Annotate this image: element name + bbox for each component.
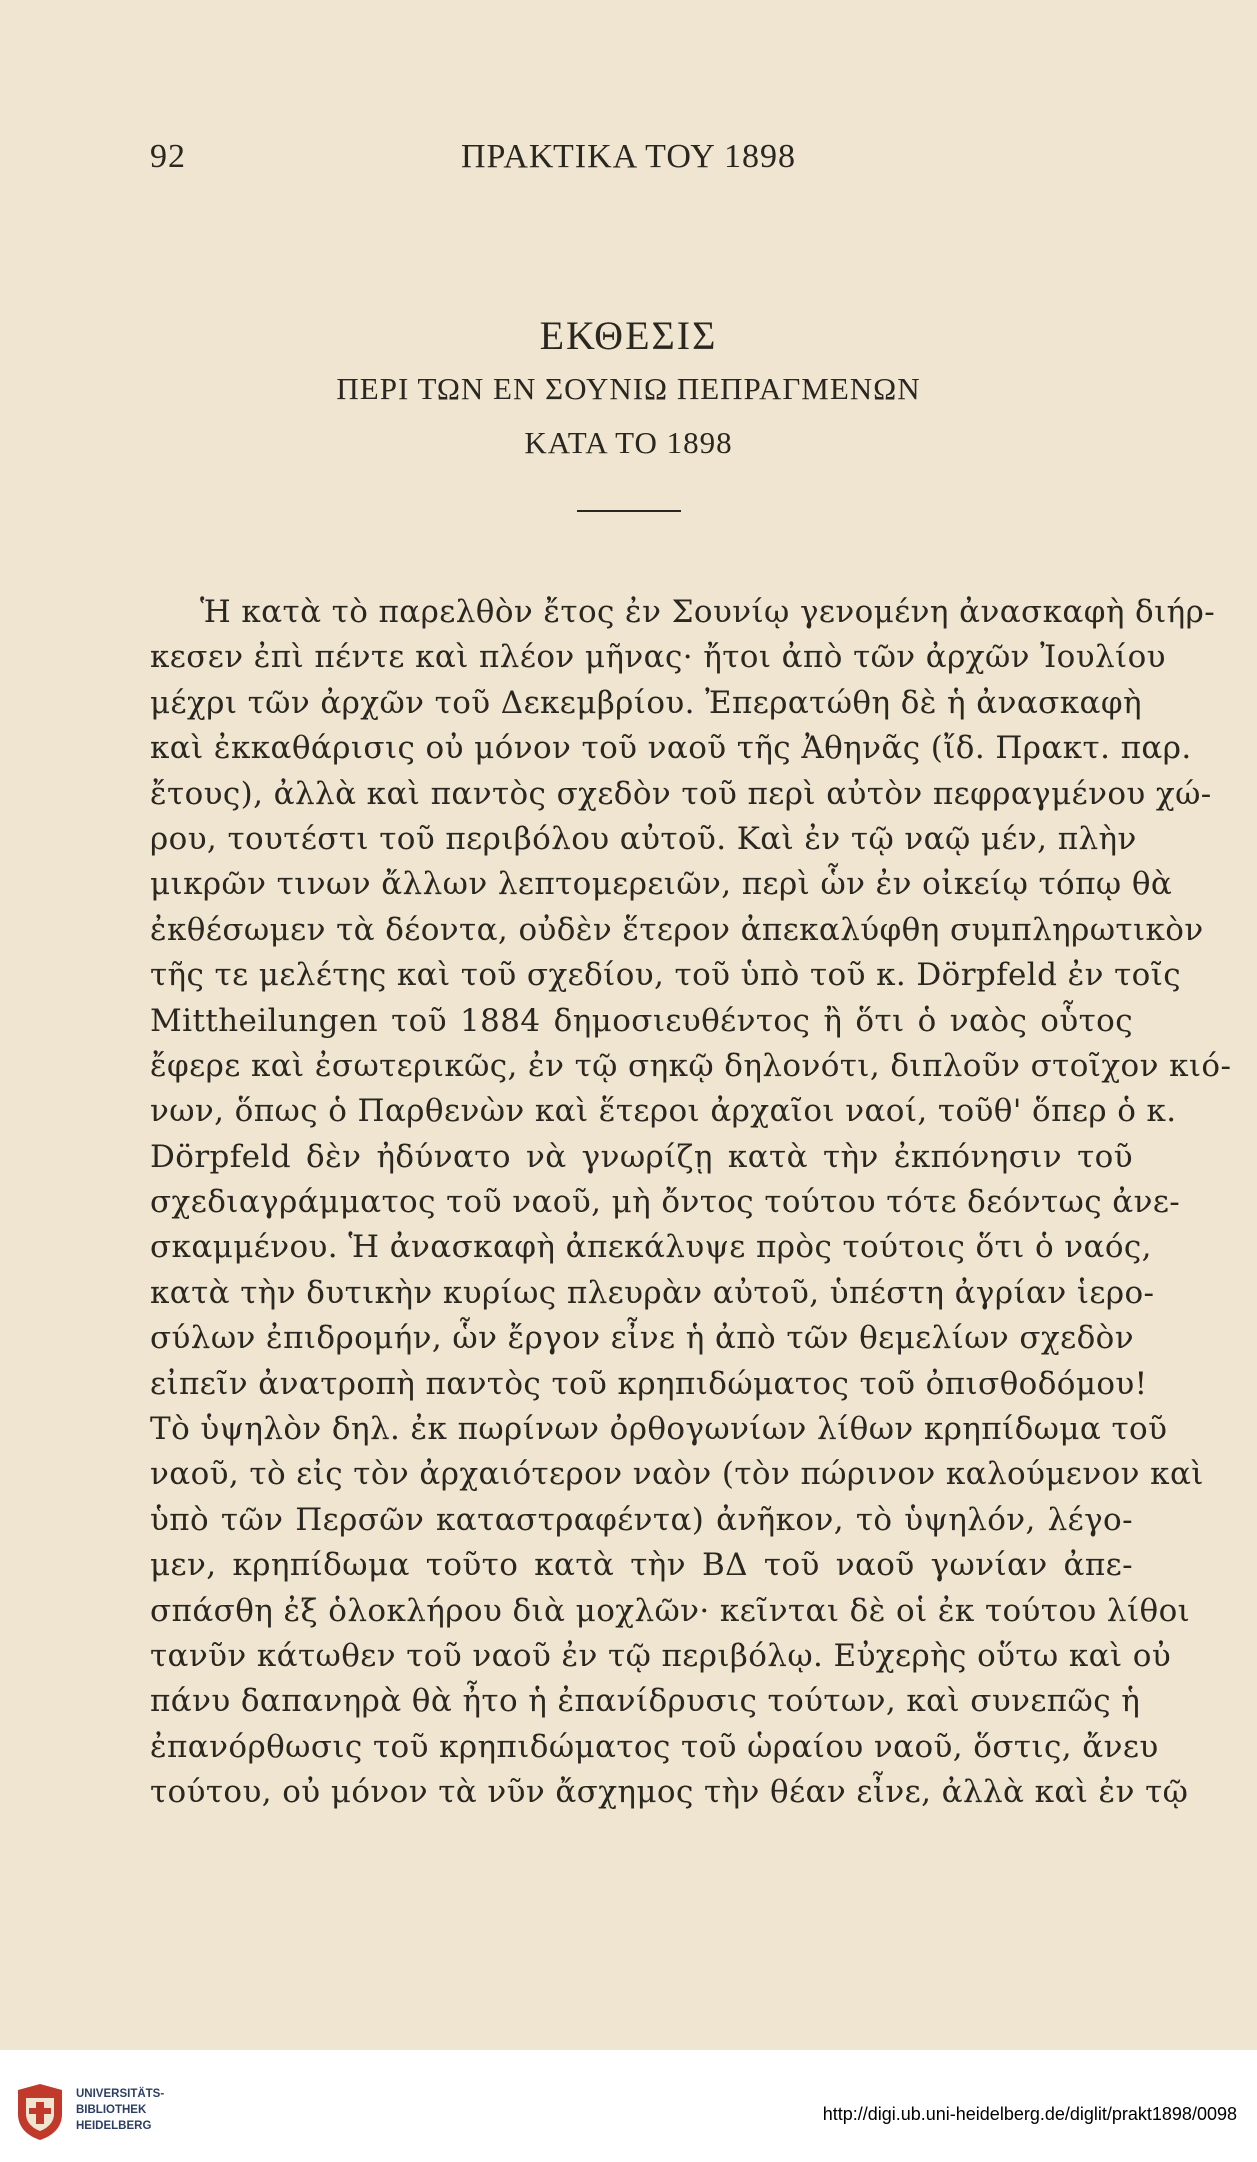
- logo-line: UNIVERSITÄTS-: [76, 2088, 165, 2100]
- text-line: σπάσθη ἐξ ὁλοκλήρου διὰ μοχλῶν· κεῖνται δὲ οἱ ἐκ τούτου λίθοι: [150, 1592, 1191, 1629]
- text-line: τανῦν κάτωθεν τοῦ ναοῦ ἐν τῷ περιβόλῳ. Εὐχερὴς οὕτω καὶ οὐ: [150, 1637, 1172, 1674]
- body-text: [150, 590, 1232, 1816]
- text-line: ἐπανόρθωσις τοῦ κρηπιδώματος τοῦ ὡραίου ναοῦ, ὅστις, ἄνευ: [150, 1728, 1159, 1765]
- journal-title: ΠΡΑΚΤΙΚΑ ΤΟΥ 1898: [460, 138, 796, 175]
- text-line: μεν, κρηπίδωμα τοῦτο κατὰ τὴν ΒΔ τοῦ ναοῦ γωνίαν ἀπε-: [150, 1547, 1133, 1584]
- article-subtitle-line-2: ΚΑΤΑ ΤΟ 1898: [524, 425, 733, 460]
- university-seal-icon: [14, 2084, 66, 2140]
- text-line: κατὰ τὴν δυτικὴν κυρίως πλευρὰν αὐτοῦ, ὑπέστη ἀγρίαν ἱερο-: [150, 1274, 1155, 1311]
- text-line: ἔφερε καὶ ἐσωτερικῶς, ἐν τῷ σηκῷ δηλονότι, διπλοῦν στοῖχον κιό-: [150, 1047, 1232, 1084]
- text-line: Τὸ ὑψηλὸν δηλ. ἐκ πωρίνων ὀρθογωνίων λίθων κρηπίδωμα τοῦ: [150, 1411, 1168, 1448]
- logo-line: HEIDELBERG: [76, 2120, 152, 2132]
- text-line: μέχρι τῶν ἀρχῶν τοῦ Δεκεμβρίου. Ἐπερατώθη δὲ ἡ ἀνασκαφὴ: [150, 684, 1142, 721]
- text-line: ὑπὸ τῶν Περσῶν καταστραφέντα) ἀνῆκον, τὸ ὑψηλόν, λέγο-: [150, 1501, 1133, 1538]
- text-line: ναοῦ, τὸ εἰς τὸν ἀρχαιότερον ναὸν (τὸν πώρινον καλούμενον καὶ: [150, 1456, 1204, 1493]
- text-line: ἔτους), ἀλλὰ καὶ παντὸς σχεδὸν τοῦ περὶ αὐτὸν πεφραγμένου χώ-: [150, 775, 1212, 812]
- text-line: πάνυ δαπανηρὰ θὰ ἦτο ἡ ἐπανίδρυσις τούτων, καὶ συνεπῶς ἡ: [150, 1683, 1141, 1720]
- text-line: καὶ ἐκκαθάρισις οὐ μόνον τοῦ ναοῦ τῆς Ἀθηνᾶς (ἴδ. Πρακτ. παρ.: [150, 730, 1192, 767]
- text-line: νων, ὅπως ὁ Παρθενὼν καὶ ἕτεροι ἀρχαῖοι ναοί, τοῦθ' ὅπερ ὁ κ.: [150, 1093, 1177, 1130]
- text-line: Mittheilungen τοῦ 1884 δημοσιευθέντος ἢ ὅτι ὁ ναὸς οὗτος: [150, 1002, 1133, 1039]
- article-title: ΕΚΘΕΣΙΣ: [539, 313, 718, 358]
- running-head: [150, 138, 1107, 178]
- text-line: Ἡ κατὰ τὸ παρελθὸν ἔτος ἐν Σουνίῳ γενομένη ἀνασκαφὴ διήρ-: [200, 594, 1216, 630]
- text-line: εἰπεῖν ἀνατροπὴ παντὸς τοῦ κρηπιδώματος τοῦ ὀπισθοδόμου!: [150, 1365, 1148, 1402]
- source-url-link[interactable]: http://digi.ub.uni-heidelberg.de/diglit/prakt1898/0098: [822, 2104, 1237, 2124]
- text-line: σκαμμένου. Ἡ ἀνασκαφὴ ἀπεκάλυψε πρὸς τούτοις ὅτι ὁ ναός,: [150, 1229, 1152, 1266]
- text-line: Dörpfeld δὲν ἠδύνατο νὰ γνωρίζῃ κατὰ τὴν ἐκπόνησιν τοῦ: [150, 1138, 1133, 1175]
- text-line: σχεδιαγράμματος τοῦ ναοῦ, μὴ ὄντος τούτου τότε δεόντως ἀνε-: [150, 1184, 1181, 1221]
- library-logo-text: [76, 2086, 164, 2134]
- text-line: τῆς τε μελέτης καὶ τοῦ σχεδίου, τοῦ ὑπὸ τοῦ κ. Dörpfeld ἐν τοῖς: [150, 957, 1182, 994]
- title-divider: [577, 510, 681, 512]
- text-line: ἐκθέσωμεν τὰ δέοντα, οὐδὲν ἕτερον ἀπεκαλύφθη συμπληρωτικὸν: [150, 911, 1204, 948]
- text-line: σύλων ἐπιδρομήν, ὧν ἔργον εἶνε ἡ ἀπὸ τῶν θεμελίων σχεδὸν: [150, 1320, 1134, 1357]
- logo-line: BIBLIOTHEK: [76, 2104, 147, 2116]
- article-subtitle-line-1: ΠΕΡΙ ΤΩΝ ΕΝ ΣΟΥΝΙΩ ΠΕΠΡΑΓΜΕΝΩΝ: [336, 371, 921, 406]
- page-number: 92: [150, 138, 186, 175]
- text-line: μικρῶν τινων ἄλλων λεπτομερειῶν, περὶ ὧν ἐν οἰκείῳ τόπῳ θὰ: [150, 866, 1173, 903]
- article-titles: [150, 310, 1107, 512]
- text-line: ρου, τουτέστι τοῦ περιβόλου αὐτοῦ. Καὶ ἐν τῷ ναῷ μέν, πλὴν: [150, 820, 1137, 857]
- text-line: τούτου, οὐ μόνον τὰ νῦν ἄσχημος τὴν θέαν εἶνε, ἀλλὰ καὶ ἐν τῷ: [150, 1774, 1189, 1811]
- text-line: κεσεν ἐπὶ πέντε καὶ πλέον μῆνας· ἤτοι ἀπὸ τῶν ἀρχῶν Ἰουλίου: [150, 639, 1166, 676]
- footer-bar: [0, 2050, 1257, 2162]
